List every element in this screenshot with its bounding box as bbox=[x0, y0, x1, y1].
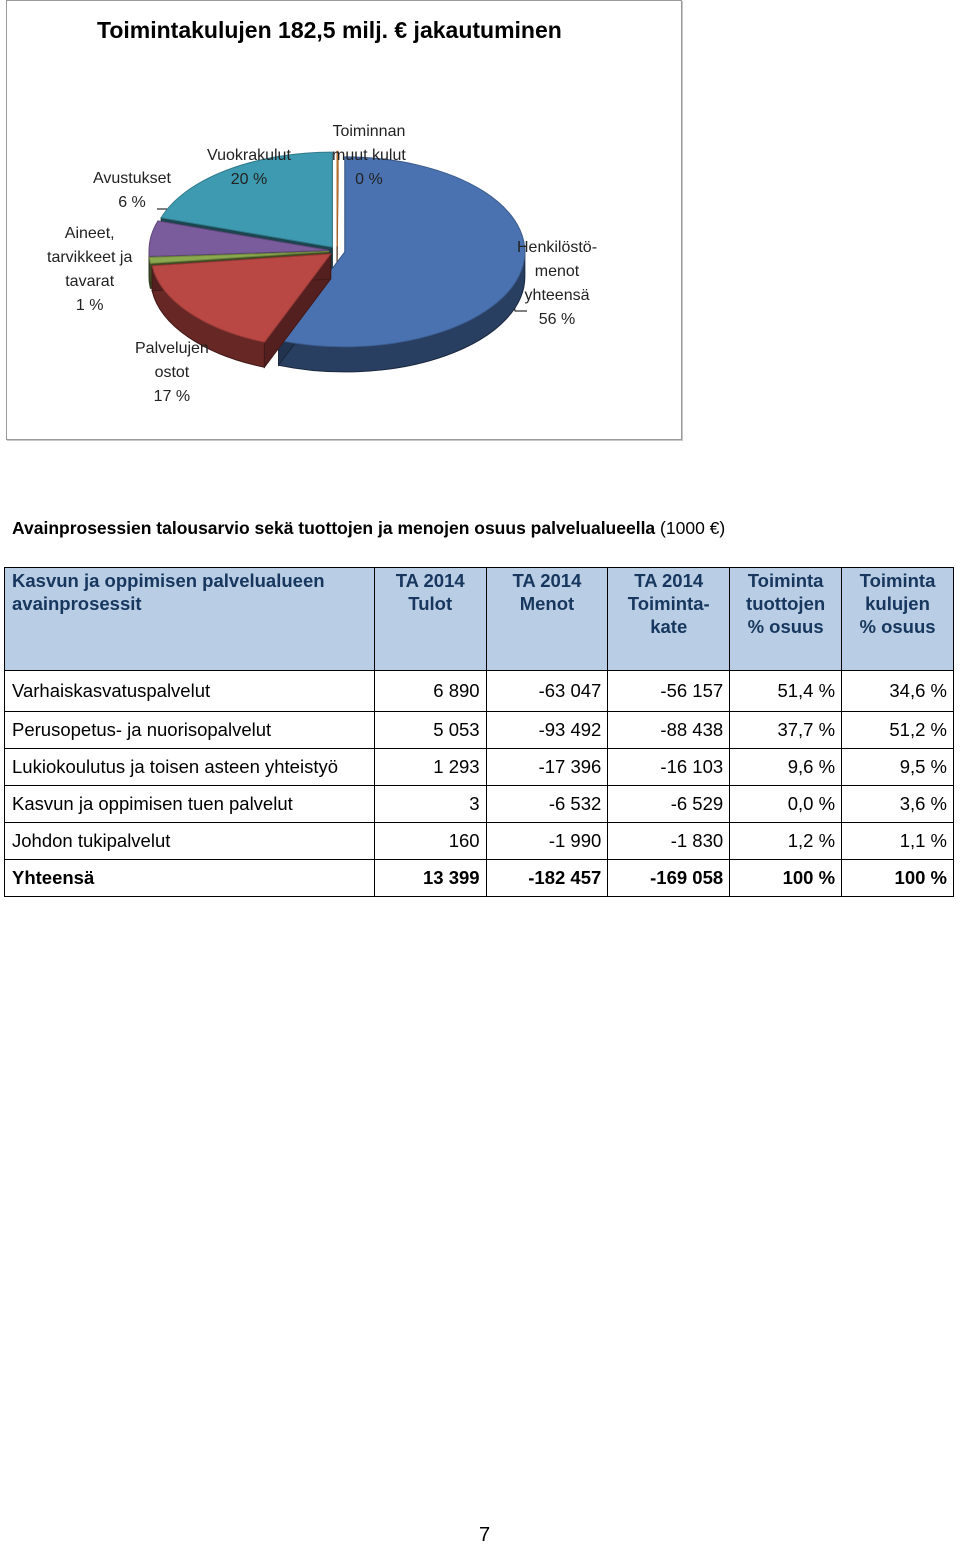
section-heading-text: Avainprosessien talousarvio sekä tuottojen ja menojen osuus palvelualueella bbox=[12, 518, 655, 538]
cell-kulujen-osuus: 34,6 % bbox=[842, 671, 954, 712]
cell-menot: -63 047 bbox=[486, 671, 608, 712]
table-row bbox=[5, 823, 954, 860]
header-tulot: TA 2014 Tulot bbox=[374, 568, 486, 671]
label-vuokrakulut: Vuokrakulut 20 % bbox=[207, 144, 291, 192]
header-toimintakate: TA 2014 Toiminta- kate bbox=[608, 568, 730, 671]
table-row bbox=[5, 749, 954, 786]
label-henkilostomenot: Henkilöstö- menot yhteensä 56 % bbox=[517, 236, 597, 332]
cell-toimintakate: -6 529 bbox=[608, 786, 730, 823]
cell-tuottojen-osuus: 51,4 % bbox=[730, 671, 842, 712]
header-avainprosessit: Kasvun ja oppimisen palvelualueen avainprosessit bbox=[5, 568, 375, 671]
cell-tuottojen-osuus: 37,7 % bbox=[730, 712, 842, 749]
table-row bbox=[5, 712, 954, 749]
budget-table bbox=[4, 567, 954, 897]
header-menot: TA 2014 Menot bbox=[486, 568, 608, 671]
pie-chart-frame bbox=[6, 0, 682, 440]
label-aineet-tarvikkeet: Aineet, tarvikkeet ja tavarat 1 % bbox=[47, 222, 132, 318]
chart-title: Toimintakulujen 182,5 milj. € jakautuminen bbox=[97, 17, 562, 44]
section-heading-unit: (1000 €) bbox=[660, 518, 725, 538]
total-tulot: 13 399 bbox=[374, 860, 486, 897]
cell-menot: -6 532 bbox=[486, 786, 608, 823]
row-name: Kasvun ja oppimisen tuen palvelut bbox=[5, 786, 375, 823]
row-name: Johdon tukipalvelut bbox=[5, 823, 375, 860]
total-menot: -182 457 bbox=[486, 860, 608, 897]
cell-tuottojen-osuus: 0,0 % bbox=[730, 786, 842, 823]
cell-menot: -93 492 bbox=[486, 712, 608, 749]
total-kulujen-osuus: 100 % bbox=[842, 860, 954, 897]
row-name: Perusopetus- ja nuorisopalvelut bbox=[5, 712, 375, 749]
cell-menot: -17 396 bbox=[486, 749, 608, 786]
cell-tuottojen-osuus: 9,6 % bbox=[730, 749, 842, 786]
cell-kulujen-osuus: 3,6 % bbox=[842, 786, 954, 823]
cell-tulot: 5 053 bbox=[374, 712, 486, 749]
header-tuottojen-osuus: Toiminta tuottojen % osuus bbox=[730, 568, 842, 671]
cell-toimintakate: -1 830 bbox=[608, 823, 730, 860]
cell-menot: -1 990 bbox=[486, 823, 608, 860]
pie-chart bbox=[7, 1, 681, 439]
cell-kulujen-osuus: 51,2 % bbox=[842, 712, 954, 749]
cell-tulot: 160 bbox=[374, 823, 486, 860]
cell-kulujen-osuus: 9,5 % bbox=[842, 749, 954, 786]
table-row bbox=[5, 671, 954, 712]
cell-toimintakate: -88 438 bbox=[608, 712, 730, 749]
cell-tulot: 1 293 bbox=[374, 749, 486, 786]
label-avustukset: Avustukset 6 % bbox=[93, 167, 171, 215]
cell-tulot: 6 890 bbox=[374, 671, 486, 712]
table-row bbox=[5, 786, 954, 823]
total-label: Yhteensä bbox=[5, 860, 375, 897]
cell-tulot: 3 bbox=[374, 786, 486, 823]
cell-toimintakate: -16 103 bbox=[608, 749, 730, 786]
cell-kulujen-osuus: 1,1 % bbox=[842, 823, 954, 860]
label-palvelujen-ostot: Palvelujen ostot 17 % bbox=[135, 337, 209, 409]
label-toiminnan-muut-kulut: Toiminnan muut kulut 0 % bbox=[332, 120, 406, 192]
table-header-row bbox=[5, 568, 954, 671]
row-name: Varhaiskasvatuspalvelut bbox=[5, 671, 375, 712]
header-kulujen-osuus: Toiminta kulujen % osuus bbox=[842, 568, 954, 671]
table-total-row bbox=[5, 860, 954, 897]
page-number: 7 bbox=[479, 1524, 490, 1547]
row-name: Lukiokoulutus ja toisen asteen yhteistyö bbox=[5, 749, 375, 786]
total-toimintakate: -169 058 bbox=[608, 860, 730, 897]
cell-tuottojen-osuus: 1,2 % bbox=[730, 823, 842, 860]
total-tuottojen-osuus: 100 % bbox=[730, 860, 842, 897]
cell-toimintakate: -56 157 bbox=[608, 671, 730, 712]
section-heading bbox=[12, 518, 725, 539]
